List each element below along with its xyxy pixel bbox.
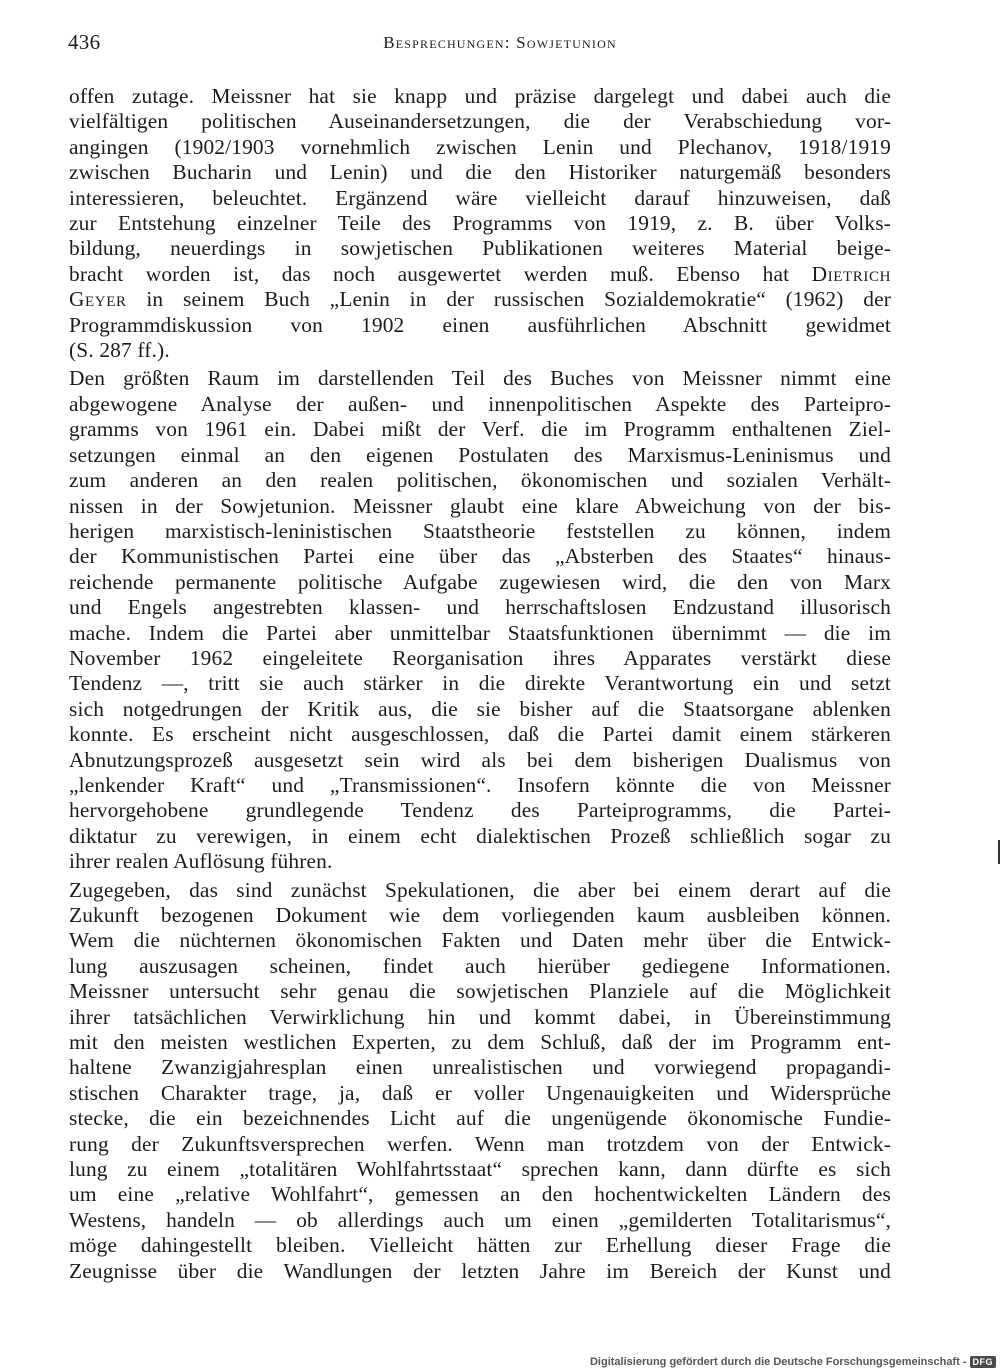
- text-line: stischen Charakter trage, ja, daß er voller Ungenauigkeiten und Widersprüche: [69, 1080, 891, 1105]
- text-line: Zukunft bezogenen Dokument wie dem vorliegenden kaum ausbleiben können.: [69, 903, 891, 927]
- text-line: zwischen Bucharin und Lenin) und die den Historiker naturgemäß besonders: [69, 160, 891, 185]
- running-head: Besprechungen: Sowjetunion: [383, 33, 617, 52]
- text-line: lung zu einem „totalitären Wohlfahrtsstaat“ sprechen kann, dann dürfte es sich: [69, 1157, 891, 1182]
- text-line: offen zutage. Meissner hat sie knapp und präzise dargelegt und dabei auch die: [69, 84, 891, 108]
- text-line: gramms von 1961 ein. Dabei mißt der Verf. die im Programm enthaltenen Ziel-: [69, 417, 891, 442]
- text-line: um eine „relative Wohlfahrt“, gemessen an den hochentwickelten Ländern des: [69, 1182, 891, 1207]
- credit-text: Digitalisierung gefördert durch die Deutsche Forschungsgemeinschaft -: [589, 1356, 967, 1368]
- paragraph-2: [69, 366, 891, 874]
- text-line: möge dahingestellt bleiben. Vielleicht hätten zur Erhellung dieser Frage die: [69, 1233, 891, 1258]
- text-line: Zeugnisse über die Wandlungen der letzten Jahre im Bereich der Kunst und: [69, 1258, 891, 1283]
- author-name-first: Dietrich: [811, 261, 891, 286]
- text-line: Westens, handeln — ob allerdings auch um einen „gemilderten Totalitarismus“,: [69, 1207, 891, 1232]
- text-line: herigen marxistisch-leninistischen Staatstheorie feststellen zu können, indem: [69, 518, 891, 543]
- text-line: ihrer realen Auflösung führen.: [69, 849, 333, 874]
- text-segment: bracht worden ist, das noch ausgewertet werden muß. Ebenso hat: [69, 261, 812, 286]
- text-line: angingen (1902/1903 vornehmlich zwischen Lenin und Plechanov, 1918/1919: [69, 134, 891, 159]
- text-line: „lenkender Kraft“ und „Transmissionen“. Insofern könnte die von Meissner: [69, 772, 891, 797]
- text-line: Programmdiskussion von 1902 einen ausführlichen Abschnitt gewidmet: [69, 312, 891, 337]
- text-line: rung der Zukunftsversprechen werfen. Wenn man trotzdem von der Entwick-: [69, 1131, 891, 1156]
- paragraph-1: [69, 84, 891, 363]
- text-line: Wem die nüchternen ökonomischen Fakten und Daten mehr über die Entwick-: [69, 928, 891, 953]
- page-number: 436: [68, 30, 101, 54]
- article-body: [69, 84, 891, 1284]
- text-line: abgewogene Analyse der außen- und innenpolitischen Aspekte des Parteipro-: [69, 391, 891, 416]
- dfg-logo: DFG: [970, 1356, 997, 1368]
- text-line: nissen in der Sowjetunion. Meissner glaubt eine klare Abweichung von der bis-: [69, 493, 891, 518]
- text-line: November 1962 eingeleitete Reorganisation ihres Apparates verstärkt diese: [69, 645, 891, 670]
- text-line: Zugegeben, das sind zunächst Spekulationen, die aber bei einem derart auf die: [69, 877, 891, 902]
- text-line: diktatur zu verewigen, in einem echt dialektischen Prozeß schließlich sogar zu: [69, 823, 891, 848]
- text-line: zur Entstehung einzelner Teile des Programms von 1919, z. B. über Volks-: [69, 211, 891, 236]
- text-line: interessieren, beleuchtet. Ergänzend wäre vielleicht darauf hinzuweisen, daß: [69, 185, 891, 210]
- text-line: setzungen einmal an den eigenen Postulaten des Marxismus-Leninismus und: [69, 442, 891, 467]
- author-name-last: Geyer: [69, 287, 127, 312]
- text-line: und Engels angestrebten klassen- und herrschaftslosen Endzustand illusorisch: [69, 595, 891, 620]
- text-line: haltene Zwanzigjahresplan einen unrealistischen und vorwiegend propagandi-: [69, 1055, 891, 1080]
- paragraph-3: [69, 878, 891, 1285]
- text-line: Den größten Raum im darstellenden Teil des Buches von Meissner nimmt eine: [69, 366, 891, 391]
- digitization-credit: [590, 1356, 996, 1368]
- text-line: vielfältigen politischen Auseinandersetzungen, die der Verabschiedung vor-: [69, 109, 891, 134]
- text-line: bildung, neuerdings in sowjetischen Publikationen weiteres Material beige-: [69, 236, 891, 261]
- text-line: konnte. Es erscheint nicht ausgeschlossen, daß die Partei damit einem stärkeren: [69, 722, 891, 747]
- text-line: lung auszusagen scheinen, findet auch hierüber gediegene Informationen.: [69, 953, 891, 978]
- text-line: mache. Indem die Partei aber unmittelbar Staatsfunktionen übernimmt — die im: [69, 620, 891, 645]
- text-line: ihrer tatsächlichen Verwirklichung hin und kommt dabei, in Übereinstimmung: [69, 1004, 891, 1029]
- text-line: mit den meisten westlichen Experten, zu dem Schluß, daß der im Programm ent-: [69, 1030, 891, 1055]
- text-line: [69, 287, 891, 312]
- text-line: Abnutzungsprozeß ausgesetzt sein wird als bei dem bisherigen Dualismus von: [69, 747, 891, 772]
- text-line: [69, 262, 891, 287]
- text-line: Meissner untersucht sehr genau die sowjetischen Planziele auf die Möglichkeit: [69, 979, 891, 1004]
- text-line: der Kommunistischen Partei eine über das „Absterben des Staates“ hinaus-: [69, 544, 891, 569]
- text-line: (S. 287 ff.).: [69, 338, 170, 363]
- text-line: Tendenz —, tritt sie auch stärker in die direkte Verantwortung ein und setzt: [69, 671, 891, 696]
- text-segment: in seinem Buch „Lenin in der russischen Sozialdemokratie“ (1962) der: [126, 287, 891, 312]
- text-line: stecke, die ein bezeichnendes Licht auf die ungenügende ökonomische Fundie-: [69, 1106, 891, 1131]
- text-line: hervorgehobene grundlegende Tendenz des Parteiprogramms, die Partei-: [69, 798, 891, 823]
- text-line: zum anderen an den realen politischen, ökonomischen und sozialen Verhält-: [69, 468, 891, 493]
- text-line: sich notgedrungen der Kritik aus, die sie bisher auf die Staatsorgane ablenken: [69, 696, 891, 721]
- text-line: reichende permanente politische Aufgabe zugewiesen wird, die den von Marx: [69, 569, 891, 594]
